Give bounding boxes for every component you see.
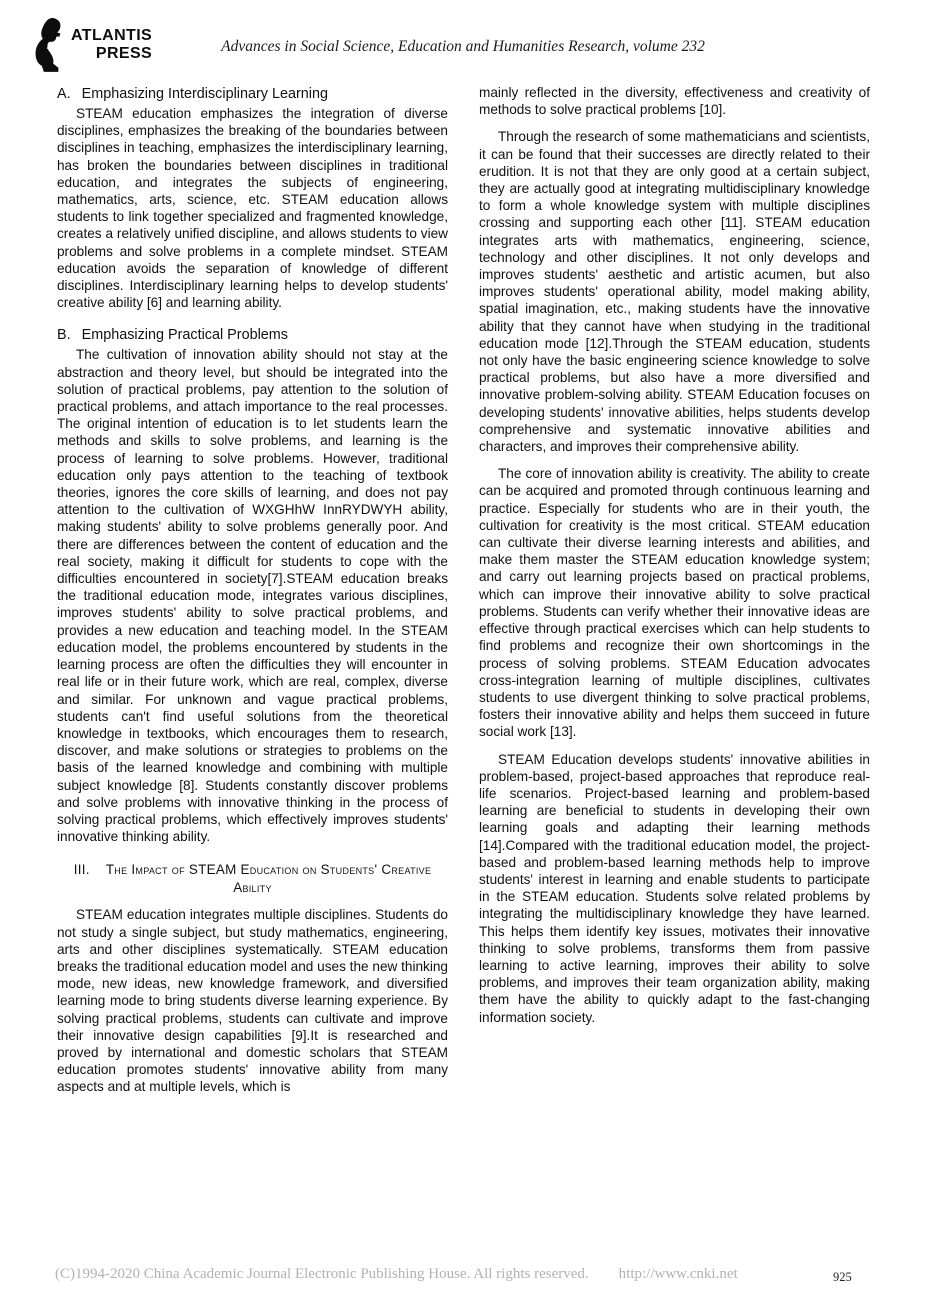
logo-line2: PRESS xyxy=(95,45,153,62)
right-column xyxy=(479,84,870,1106)
right-paragraph-3: The core of innovation ability is creativity. The ability to create can be acquired and promoted through continuous learning and practice. Especially for students who are in their youth, the cultivation for creativity is the most critical. STEAM education can cultivate their diverse learning interests and abilities, and make them master the STEAM education knowledge system; and carry out learning projects based on practical problems, which can improve their innovative ability to solve practical problems. Students can verify whether their innovative ideas are effective through practical exercises which can help students to find problems and recognize their own shortcomings in the process of solving problems. STEAM Education advocates cross-integration learning of multiple disciplines, cultivates students to use divergent thinking to solve practical problems, fosters their innovative ability and helps them succeed in future social work [13]. xyxy=(479,466,870,740)
right-paragraph-2: Through the research of some mathematicians and scientists, it can be found that their successes are directly related to their erudition. It is not that they are only good at a certain subject, they are actually good at integrating multidisciplinary knowledge to form a whole knowledge system with multiple disciplines crossing and supporting each other [11]. STEAM education integrates arts with mathematics, engineering, science, technology and other disciplines. It not only develops and improves students' aesthetic and artistic acumen, but also improves students' operational ability, model making ability, spatial imagination, etc., making students have the innovative ability that they cannot have when studying in the traditional education mode [12].Through the STEAM education, students not only have the basic engineering science knowledge to solve practical problems, but also have a more diversified and innovative problem-solving ability. STEAM Education focuses on developing students' innovative abilities, helps students develop comprehensive and systematic innovative abilities and characters, and improves their comprehensive ability. xyxy=(479,129,870,455)
logo-line1: ATLANTIS xyxy=(71,27,153,44)
section-b-heading xyxy=(57,327,448,343)
section-b-paragraph: The cultivation of innovation ability should not stay at the abstraction and theory level, but should be integrated into the solution of practical problems, pay attention to the solution of practical problems, and attach importance to the real processes. The original intention of education is to let students learn the methods and skills to solve problems, and learning is the process of learning to solve problems. However, traditional education only pays attention to the teaching of textbook theories, ignores the core skills of learning, and does not pay attention to the cultivation of WXGHhW InnRYDWYH ability, making students' ability to solve problems generally poor. And there are differences between the content of education and the real society, making it difficult for students to cope with the difficulties encountered in society[7].STEAM education breaks the traditional education mode, integrates various disciplines, improves students' ability to solve practical problems, and provides a new education and teaching model. In the STEAM education model, the problems encountered by students in the learning process are often the difficulties they will encounter in real life or in their future work, which are real, complex, diverse and similar. For unknown and vague practical problems, students can't find useful solutions from the theoretical knowledge in textbooks, which encourages them to research, discover, and make solutions or strategies to problems on the basis of the learned knowledge and combining with multiple subject knowledge [8]. Students constantly discover problems and solve problems with innovative thinking in the process of solving practical problems, which effectively improves students' innovative thinking ability. xyxy=(57,347,448,845)
section-a-title: Emphasizing Interdisciplinary Learning xyxy=(81,86,328,102)
copyright-text: (C)1994-2020 China Academic Journal Electronic Publishing House. All rights reserved. xyxy=(55,1266,589,1282)
section-iii-title: The Impact of STEAM Education on Students' Creative Ability xyxy=(105,862,432,896)
section-iii-paragraph: STEAM education integrates multiple disciplines. Students do not study a single subject, but study mathematics, engineering, arts and other disciplines systematically. STEAM education breaks the traditional education model and uses the new thinking mode, new ideas, new knowledge framework, and diversified learning mode to bring students diverse learning experience. By solving practical problems, students can cultivate and improve their innovative design capabilities [9].It is researched and proved by international and domestic scholars that STEAM education promotes students' innovative ability from many aspects and at multiple levels, which is xyxy=(57,907,448,1095)
section-iii-heading xyxy=(71,861,434,897)
left-column xyxy=(57,84,448,1106)
section-iii-number: III. xyxy=(73,862,90,878)
section-b-title: Emphasizing Practical Problems xyxy=(81,327,288,344)
right-paragraph-4: STEAM Education develops students' innovative abilities in problem-based, project-based approaches that reproduce real-life scenarios. Project-based learning and problem-based learning are beneficial to students in developing their own learning goals and adapting their learning methods [14].Compared with the traditional education model, the project-based and problem-based learning methods help to improve students' interest in learning and enable students to participate in the STEAM education. Students solve related problems by integrating the multidisciplinary knowledge they have learned. This helps them identify key issues, motivates their innovative thinking to solve problems, transforms them from passive learning to active learning, improves their ability to solve problems, and improves their team organization ability, making them have the ability to quickly adapt to the fast-changing information society. xyxy=(479,751,870,1025)
cnki-url: http://www.cnki.net xyxy=(618,1266,738,1282)
section-a-heading xyxy=(57,86,448,102)
section-b-label: B. xyxy=(57,327,71,344)
article-body xyxy=(57,84,870,1106)
right-paragraph-1: mainly reflected in the diversity, effectiveness and creativity of methods to solve practical problems [10]. xyxy=(479,85,870,118)
section-a-paragraph: STEAM education emphasizes the integration of diverse disciplines, emphasizes the breaking of the boundaries between disciplines in teaching, emphasizes the interdisciplinary learning, has broken the boundaries between disciplines in traditional education, and integrates the subjects of engineering, mathematics, arts, science, etc. STEAM education allows students to link together specialized and fragmented knowledge, creates a relatively unified discipline, and allows students to view problems and solve problems in a complete mindset. STEAM education avoids the separation of knowledge of different disciplines. Interdisciplinary learning helps to develop students' creative ability [6] and learning ability. xyxy=(57,106,448,311)
journal-title: Advances in Social Science, Education and Humanities Research, volume 232 xyxy=(221,38,705,55)
section-a-label: A. xyxy=(57,86,71,102)
footer-copyright xyxy=(55,1266,738,1283)
page-number: 925 xyxy=(833,1270,852,1284)
